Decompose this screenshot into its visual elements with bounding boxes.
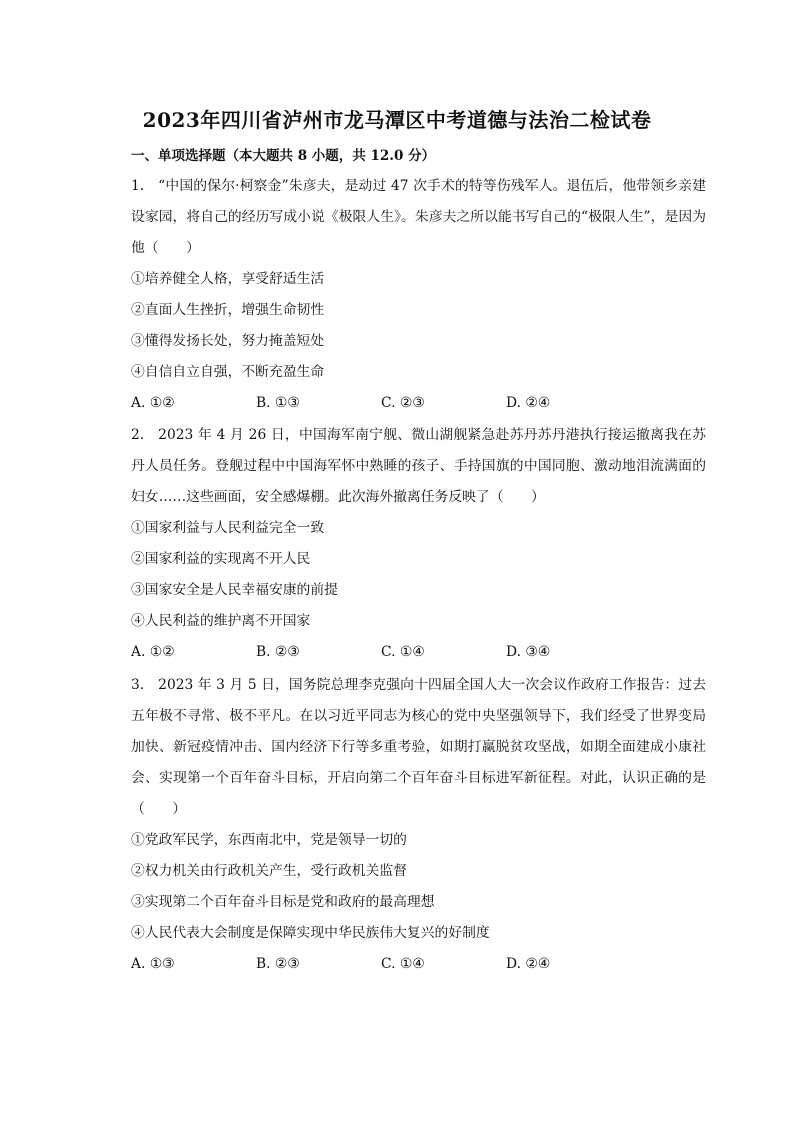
question-text: “中国的保尔·柯察金”朱彦夫，是动过 47 次手术的特等伤残军人。退伍后，他带领乡亲建设家园，将自己的经历写成小说《极限人生》。朱彦夫之所以能书写自己的“极限人生”，是因为他（ ） xyxy=(131,178,706,256)
statement-2: ②权力机关由行政机关产生，受行政机关监督 xyxy=(131,863,407,879)
question-stem xyxy=(131,420,706,513)
statement-1: ①培养健全人格，享受舒适生活 xyxy=(131,271,325,287)
option-a[interactable]: A. ①③ xyxy=(131,956,175,972)
section-heading: 一、单项选择题（本大题共 8 小题，共 12.0 分） xyxy=(131,148,436,164)
option-c[interactable]: C. ②③ xyxy=(381,395,425,411)
statement-2: ②国家利益的实现离不开人民 xyxy=(131,551,311,567)
option-c[interactable]: C. ①④ xyxy=(381,956,425,972)
statement-3: ③国家安全是人民幸福安康的前提 xyxy=(131,582,338,598)
question-2 xyxy=(131,420,706,668)
question-number: 1. xyxy=(131,178,145,194)
statement-1: ①国家利益与人民利益完全一致 xyxy=(131,520,325,536)
statement-4: ④人民代表大会制度是保障实现中华民族伟大复兴的好制度 xyxy=(131,925,490,941)
question-number: 2. xyxy=(131,427,145,443)
option-b[interactable]: B. ②③ xyxy=(256,644,300,660)
option-a[interactable]: A. ①② xyxy=(131,644,175,660)
answer-options xyxy=(131,388,706,419)
option-a[interactable]: A. ①② xyxy=(131,395,175,411)
option-d[interactable]: D. ③④ xyxy=(506,644,551,660)
question-stem xyxy=(131,171,706,264)
option-b[interactable]: B. ①③ xyxy=(256,395,300,411)
question-1 xyxy=(131,171,706,419)
question-text: 2023 年 3 月 5 日，国务院总理李克强向十四届全国人大一次会议作政府工作报告：过去五年极不寻常、极不平凡。在以习近平同志为核心的党中央坚强领导下，我们经受了世界变局加快、新冠疫情冲击、国内经济下行等多重考验，如期打赢脱贫攻坚战，如期全面建成小康社会、实现第一个百年奋斗目标，开启向第二个百年奋斗目标进军新征程。对此，认识正确的是（ ） xyxy=(131,677,706,817)
question-3 xyxy=(131,670,706,980)
statement-4: ④人民利益的维护离不开国家 xyxy=(131,613,311,629)
statement-4: ④自信自立自强，不断充盈生命 xyxy=(131,364,325,380)
question-number: 3. xyxy=(131,677,145,693)
exam-title: 2023年四川省泸州市龙马潭区中考道德与法治二检试卷 xyxy=(142,108,652,132)
option-c[interactable]: C. ①④ xyxy=(381,644,425,660)
option-d[interactable]: D. ②④ xyxy=(506,395,551,411)
option-b[interactable]: B. ②③ xyxy=(256,956,300,972)
statement-1: ①党政军民学，东西南北中，党是领导一切的 xyxy=(131,832,407,848)
answer-options xyxy=(131,949,706,980)
option-d[interactable]: D. ②④ xyxy=(506,956,551,972)
question-stem xyxy=(131,670,706,825)
question-text: 2023 年 4 月 26 日，中国海军南宁舰、微山湖舰紧急赴苏丹苏丹港执行接运撤离我在苏丹人员任务。登舰过程中中国海军怀中熟睡的孩子、手持国旗的中国同胞、激动地泪流满面的妇女……这些画面，安全感爆棚。此次海外撤离任务反映了（ ） xyxy=(131,427,706,505)
statement-3: ③实现第二个百年奋斗目标是党和政府的最高理想 xyxy=(131,894,435,910)
answer-options xyxy=(131,637,706,668)
statement-3: ③懂得发扬长处，努力掩盖短处 xyxy=(131,333,325,349)
statement-2: ②直面人生挫折，增强生命韧性 xyxy=(131,302,325,318)
